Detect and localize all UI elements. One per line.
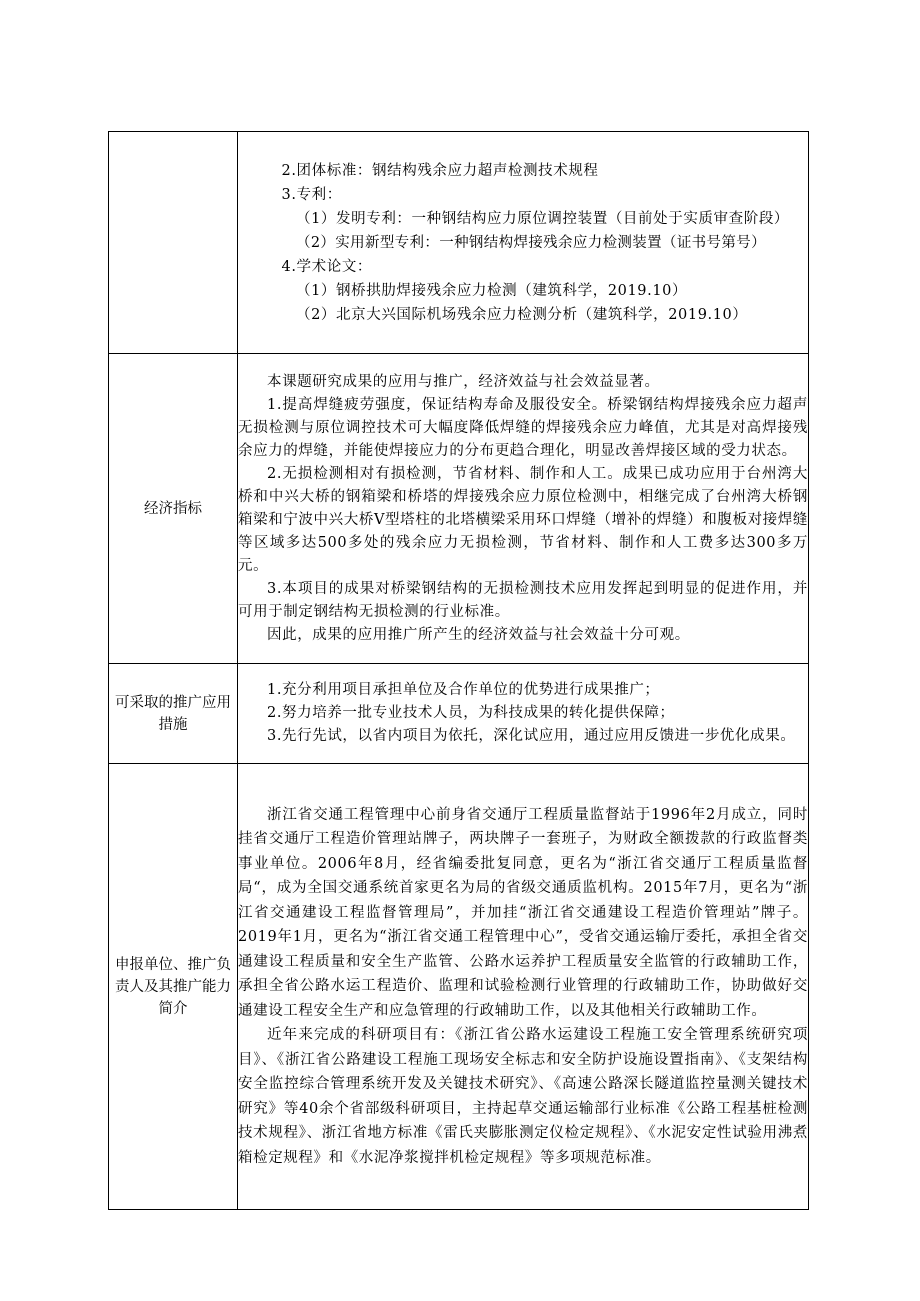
achievements-content	[238, 132, 809, 354]
economic-point-3: 3.本项目的成果对桥梁钢结构的无损检测技术应用发挥起到明显的促进作用，并可用于制定钢结构无损检测的行业标准。	[238, 580, 808, 620]
measures-content	[238, 664, 809, 764]
row-applicant-profile	[109, 764, 809, 1210]
row-promotion-measures	[109, 664, 809, 764]
utility-patent: （2）实用新型专利：一种钢结构焊接残余应力检测装置（证书号第号）	[296, 234, 766, 251]
row-achievements	[109, 132, 809, 354]
measure-1: 1.充分利用项目承担单位及合作单位的优势进行成果推广；	[267, 682, 660, 698]
applicant-research: 近年来完成的科研项目有：《浙江省公路水运建设工程施工安全管理系统研究项目》、《浙江省公路建设工程施工现场安全标志和安全防护设施设置指南》、《支架结构安全监控综合管理系统开发及关键技术研究》、《高速公路深长隧道监控量测关键技术研究》等40余个省部级科研项目，主持起草交通运输部行业标准《公路工程基桩检测技术规程》、浙江省地方标准《雷氏夹膨胀测定仪检定规程》、《水泥安定性试验用沸煮箱检定规程》和《水泥净浆搅拌机检定规程》等多项规范标准。	[238, 1027, 808, 1166]
row-label-achievements	[109, 132, 238, 354]
invention-patent: （1）发明专利：一种钢结构应力原位调控装置（目前处于实质审查阶段）	[296, 210, 790, 227]
row-label-economic: 经济指标	[109, 354, 238, 664]
patent-heading: 3.专利：	[281, 186, 342, 203]
paper-1: （1）钢桥拱肋焊接残余应力检测（建筑科学，2019.10）	[296, 282, 688, 299]
economic-intro: 本课题研究成果的应用与推广，经济效益与社会效益显著。	[267, 373, 660, 390]
paper-2: （2）北京大兴国际机场残余应力检测分析（建筑科学，2019.10）	[296, 306, 748, 323]
economic-point-2: 2.无损检测相对有损检测，节省材料、制作和人工。成果已成功应用于台州湾大桥和中兴大桥的钢箱梁和桥塔的焊接残余应力原位检测中，相继完成了台州湾大桥钢箱梁和宁波中兴大桥V型塔柱的北塔横梁采用环口焊缝（增补的焊缝）和腹板对接焊缝等区域多达500多处的残余应力无损检测，节省材料、制作和人工费多达300多万元。	[238, 465, 808, 574]
papers-heading: 4.学术论文：	[281, 258, 373, 275]
applicant-history: 浙江省交通工程管理中心前身省交通厅工程质量监督站于1996年2月成立，同时挂省交通厅工程造价管理站牌子，两块牌子一套班子，为财政全额拨款的行政监督类事业单位。2006年8月，经省编委批复同意，更名为“浙江省交通厅工程质量监督局“，成为全国交通系统首家更名为局的省级交通质监机构。2015年7月，更名为“浙江省交通建设工程监督管理局”，并加挂“浙江省交通建设工程造价管理站”牌子。2019年1月，更名为“浙江省交通工程管理中心”，受省交通运输厅委托，承担全省交通建设工程质量和安全生产监管、公路水运养护工程质量安全监管的行政辅助工作，承担全省公路水运工程造价、监理和试验检测行业管理的行政辅助工作，协助做好交通建设工程安全生产和应急管理的行政辅助工作，以及其他相关行政辅助工作。	[238, 806, 808, 1019]
measure-3: 3.先行先试，以省内项目为依托，深化试应用，通过应用反馈进一步优化成果。	[267, 728, 796, 744]
economic-point-1: 1.提高焊缝疲劳强度，保证结构寿命及服役安全。桥梁钢结构焊接残余应力超声无损检测与原位调控技术可大幅度降低焊缝的焊接残余应力峰值，尤其是对高焊接残余应力的焊缝，并能使焊接应力的分布更趋合理化，明显改善焊接区域的受力状态。	[238, 396, 808, 459]
standard-line: 2.团体标准：钢结构残余应力超声检测技术规程	[281, 162, 599, 179]
row-economic-indicators	[109, 354, 809, 664]
economic-conclusion: 因此，成果的应用推广所产生的经济效益与社会效益十分可观。	[267, 626, 690, 643]
application-form-table	[108, 131, 809, 1210]
row-label-applicant: 申报单位、推广负责人及其推广能力简介	[109, 764, 238, 1210]
row-label-measures: 可采取的推广应用措施	[109, 664, 238, 764]
applicant-content	[238, 764, 809, 1210]
measure-2: 2.努力培养一批专业技术人员，为科技成果的转化提供保障；	[267, 705, 675, 721]
economic-content	[238, 354, 809, 664]
